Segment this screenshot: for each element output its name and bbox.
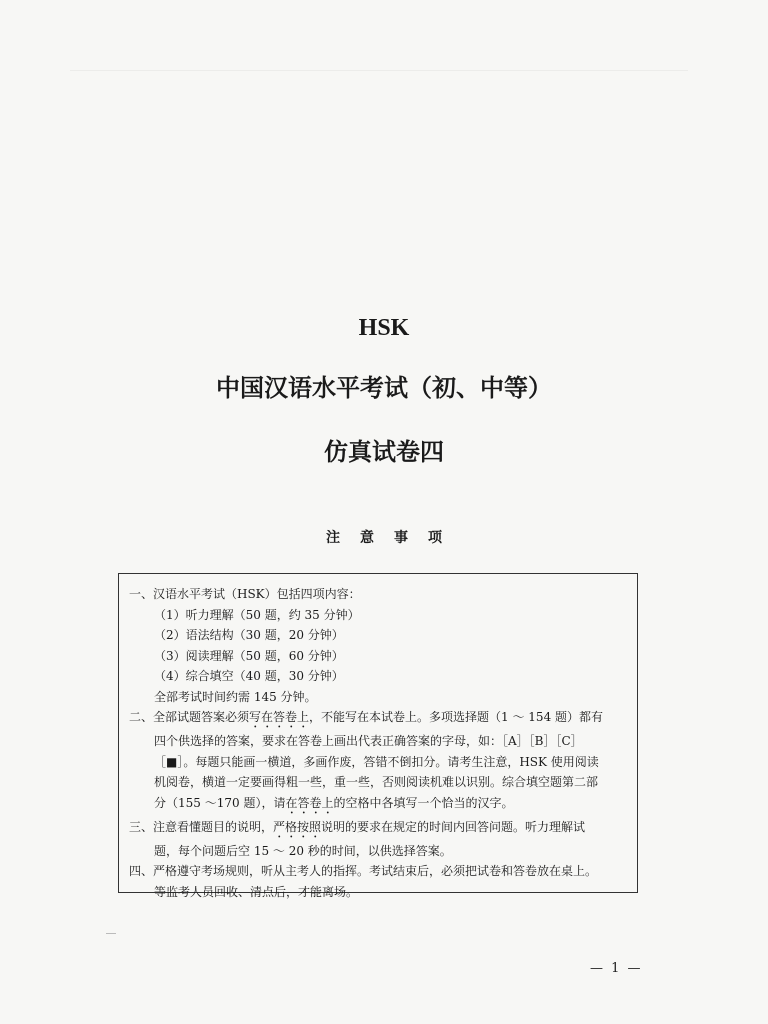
section1-item-2: （2）语法结构（30 题，20 分钟）	[154, 628, 344, 642]
section1-item-3: （3）阅读理解（50 题，60 分钟）	[154, 648, 344, 663]
section4-line-1: 四、严格遵守考场规则，听从主考人的指挥。考试结束后，必须把试卷和答卷放在桌上。	[129, 864, 598, 878]
section2-line-5	[129, 793, 631, 817]
emphasis-text: 在答卷上	[285, 795, 334, 810]
title-sub: 仿真试卷四	[324, 437, 444, 466]
section2-line-4: 机阅卷，横道一定要画得粗一些，重一些，否则阅读机难以识别。综合填空题第二部	[154, 775, 599, 789]
section4-line-2: 等监考人员回收、清点后，才能离场。	[154, 884, 359, 899]
title-main: 中国汉语水平考试（初、中等）	[216, 373, 552, 402]
section3-text: 说明的要求在规定的时间内回答问题。听力理解试	[321, 819, 586, 834]
scan-mark	[106, 933, 116, 934]
section3-text: 三、注意看懂题目的说明，	[129, 819, 274, 834]
section1-total: 全部考试时间约需 145 分钟。	[154, 689, 317, 704]
emphasis-text: 严格按照	[273, 819, 322, 834]
section1-item-1: （1）听力理解（50 题，约 35 分钟）	[154, 607, 360, 622]
section3-line-1	[129, 817, 631, 841]
section2-text: 的空格中各填写一个恰当的汉字。	[333, 795, 514, 810]
section2-line-3: ［■］。每题只能画一横道，多画作废，答错不倒扣分。请考生注意，HSK 使用阅读	[154, 754, 599, 769]
section2-text: 二、全部试题答案必须	[129, 710, 250, 724]
section1-intro: 一、汉语水平考试（HSK）包括四项内容：	[129, 587, 361, 601]
page-number: — 1 —	[590, 961, 643, 976]
section3-line-2: 题，每个问题后空 15 ～ 20 秒的时间，以供选择答案。	[154, 843, 452, 858]
notice-box	[118, 573, 638, 899]
section1-item-4: （4）综合填空（40 题，30 分钟）	[154, 669, 344, 683]
section2-line-1	[129, 707, 631, 731]
section2-line-2: 四个供选择的答案，要求在答卷上画出代表正确答案的字母，如：［A］［B］［C］	[154, 734, 583, 748]
section2-text: 分（155 ～170 题），请	[154, 795, 286, 810]
notice-heading: 注意事项	[326, 530, 462, 546]
section2-text: ，不能写在本试卷上。多项选择题（1 ～ 154 题）都有	[309, 710, 604, 724]
title-hsk: HSK	[358, 315, 410, 341]
emphasis-text: 写在答卷上	[249, 710, 310, 724]
